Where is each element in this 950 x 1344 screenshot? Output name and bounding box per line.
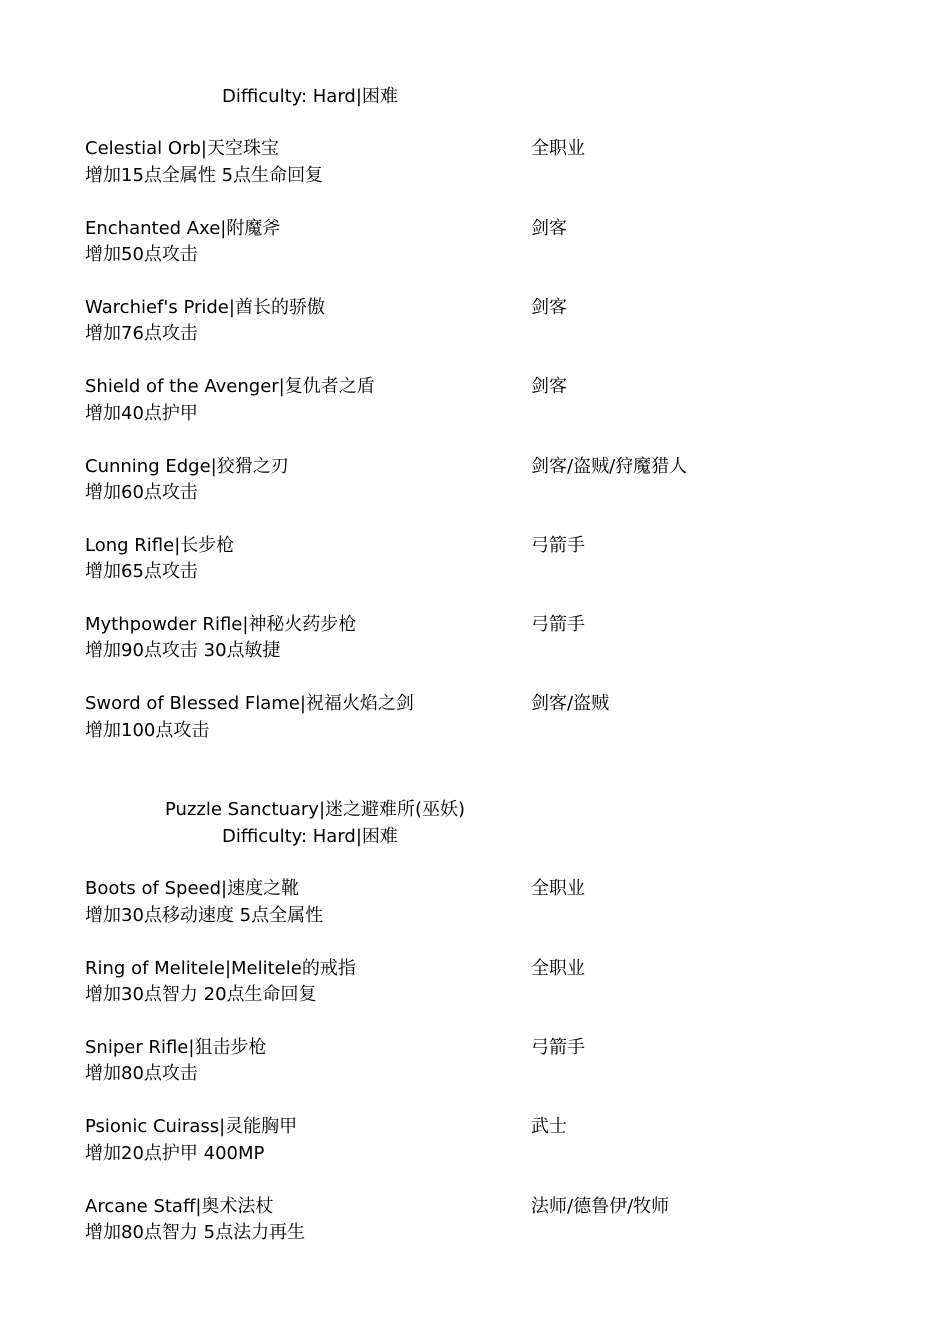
- item-desc: 增加50点攻击: [85, 244, 198, 265]
- section-difficulty: Difficulty: Hard|困难: [222, 86, 398, 107]
- item-desc: 增加80点攻击: [85, 1063, 198, 1084]
- item-name: Enchanted Axe|附魔斧: [85, 218, 281, 239]
- item-class: 剑客: [531, 297, 567, 318]
- item-name: Sword of Blessed Flame|祝福火焰之剑: [85, 693, 414, 714]
- item-name: Warchief's Pride|酋长的骄傲: [85, 297, 325, 318]
- item-name: Celestial Orb|天空珠宝: [85, 138, 279, 159]
- item-desc: 增加15点全属性 5点生命回复: [85, 165, 324, 186]
- section-title: Puzzle Sanctuary|迷之避难所(巫妖): [165, 799, 466, 820]
- item-name: Sniper Rifle|狙击步枪: [85, 1037, 267, 1058]
- item-name: Mythpowder Rifle|神秘火药步枪: [85, 614, 357, 635]
- item-name: Long Rifle|长步枪: [85, 535, 235, 556]
- section-difficulty: Difficulty: Hard|困难: [222, 826, 398, 847]
- item-class: 剑客/盗贼: [531, 693, 610, 714]
- item-class: 剑客: [531, 218, 567, 239]
- item-desc: 增加30点智力 20点生命回复: [85, 984, 317, 1005]
- item-name: Arcane Staff|奥术法杖: [85, 1196, 274, 1217]
- item-name: Cunning Edge|狡猾之刃: [85, 456, 289, 477]
- item-class: 全职业: [531, 878, 585, 899]
- item-class: 全职业: [531, 138, 585, 159]
- item-class: 剑客/盗贼/狩魔猎人: [531, 456, 688, 477]
- item-class: 弓箭手: [531, 1037, 585, 1058]
- item-desc: 增加65点攻击: [85, 561, 198, 582]
- item-name: Boots of Speed|速度之靴: [85, 878, 300, 899]
- item-desc: 增加80点智力 5点法力再生: [85, 1222, 306, 1243]
- item-desc: 增加76点攻击: [85, 323, 198, 344]
- item-desc: 增加40点护甲: [85, 403, 198, 424]
- item-class: 法师/德鲁伊/牧师: [531, 1196, 670, 1217]
- item-desc: 增加60点攻击: [85, 482, 198, 503]
- item-class: 全职业: [531, 958, 585, 979]
- item-class: 剑客: [531, 376, 567, 397]
- item-desc: 增加100点攻击: [85, 720, 210, 741]
- item-desc: 增加20点护甲 400MP: [85, 1143, 265, 1164]
- item-desc: 增加30点移动速度 5点全属性: [85, 905, 324, 926]
- item-name: Psionic Cuirass|灵能胸甲: [85, 1116, 298, 1137]
- item-class: 弓箭手: [531, 535, 585, 556]
- item-name: Ring of Melitele|Melitele的戒指: [85, 958, 356, 979]
- item-class: 弓箭手: [531, 614, 585, 635]
- item-class: 武士: [531, 1116, 567, 1137]
- item-name: Shield of the Avenger|复仇者之盾: [85, 376, 375, 397]
- item-desc: 增加90点攻击 30点敏捷: [85, 640, 281, 661]
